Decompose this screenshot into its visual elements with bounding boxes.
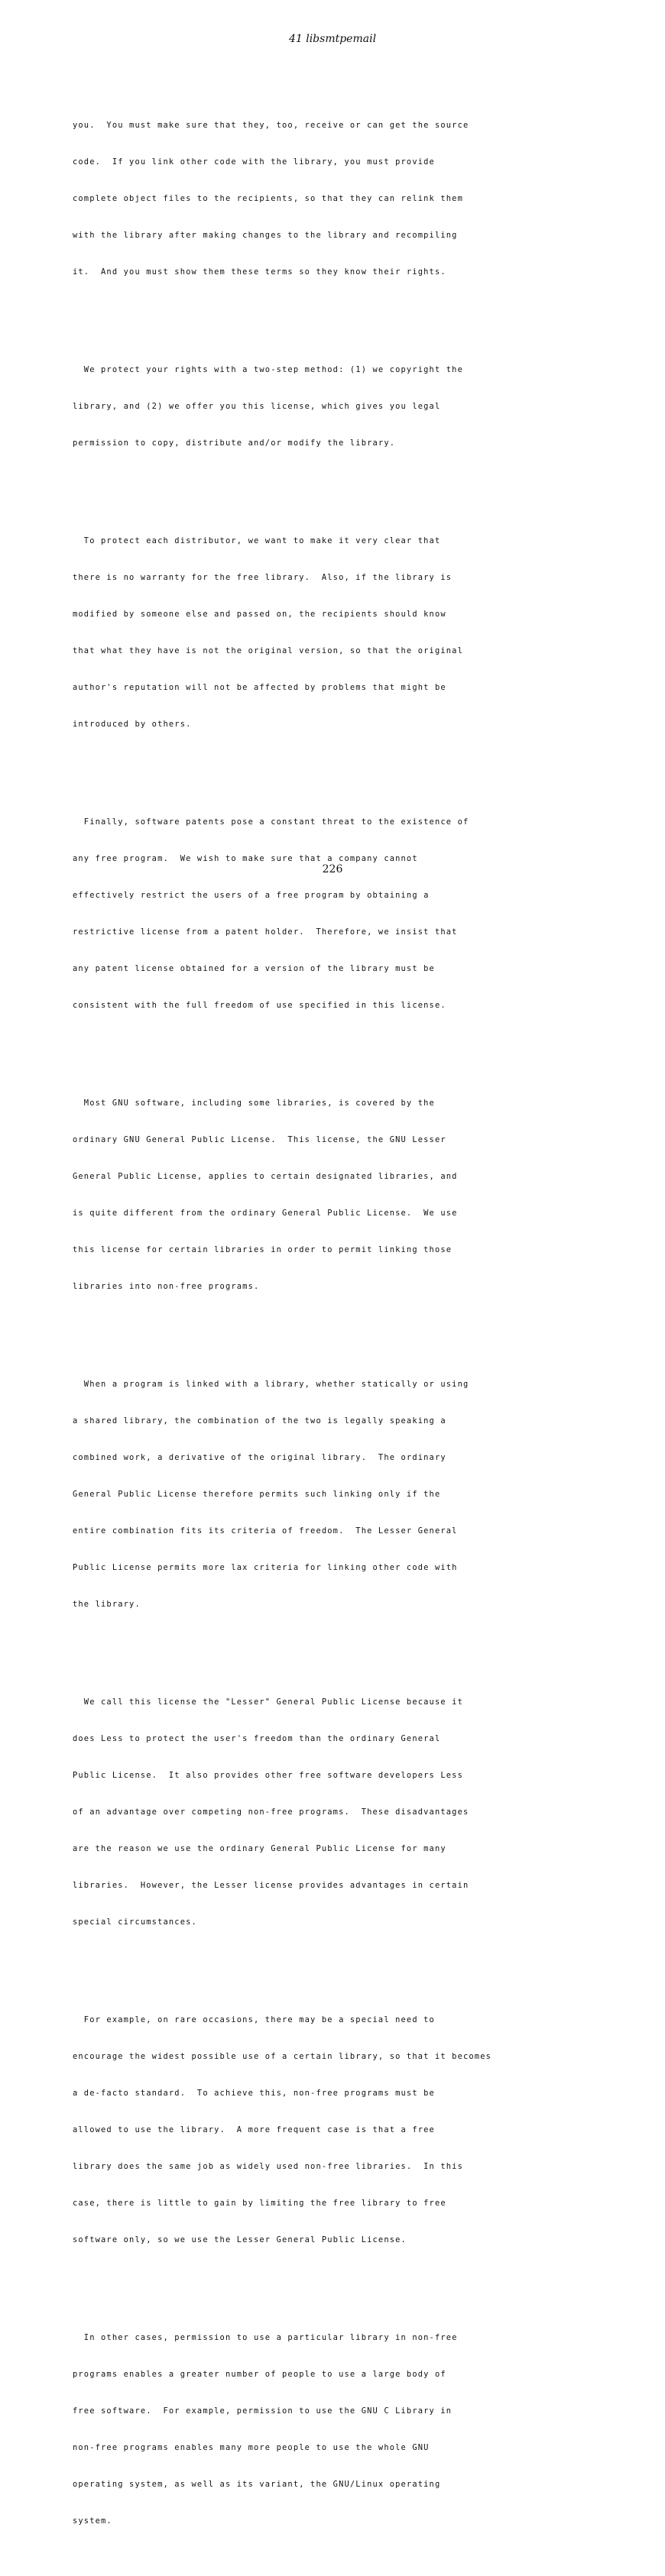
text-line: programs enables a greater number of people to use a large body of [73, 2370, 446, 2379]
paragraph [73, 339, 608, 474]
text-line: library, and (2) we offer you this license, which gives you legal [73, 402, 441, 411]
paragraph [73, 1671, 608, 1953]
text-line: entire combination fits its criteria of freedom. The Lesser General [73, 1526, 458, 1536]
text-line: operating system, as well as its variant, the GNU/Linux operating [73, 2480, 441, 2489]
text-line: system. [73, 2516, 112, 2526]
text-line: ordinary GNU General Public License. This license, the GNU Lesser [73, 1135, 446, 1144]
paragraph [73, 510, 608, 755]
text-line: of an advantage over competing non-free programs. These disadvantages [73, 1807, 469, 1817]
text-line: combined work, a derivative of the original library. The ordinary [73, 1453, 446, 1462]
text-line: effectively restrict the users of a free program by obtaining a [73, 891, 430, 900]
page-number: 226 [322, 863, 343, 875]
text-line: special circumstances. [73, 1917, 197, 1927]
text-line: author's reputation will not be affected by problems that might be [73, 683, 446, 692]
text-line: library does the same job as widely used non-free libraries. In this [73, 2162, 463, 2171]
text-line: case, there is little to gain by limiting the free library to free [73, 2199, 446, 2208]
text-line: Public License permits more lax criteria for linking other code with [73, 1563, 458, 1572]
text-line: non-free programs enables many more people to use the whole GNU [73, 2443, 430, 2452]
text-line: We protect your rights with a two-step method: (1) we copyright the [73, 365, 463, 374]
text-line: any free program. We wish to make sure that a company cannot [73, 854, 418, 863]
paragraph [73, 791, 608, 1036]
text-line: libraries into non-free programs. [73, 1282, 260, 1291]
text-line: restrictive license from a patent holder. Therefore, we insist that [73, 927, 458, 937]
text-line: complete object files to the recipients, so that they can relink them [73, 194, 463, 203]
text-line: is quite different from the ordinary General Public License. We use [73, 1209, 458, 1218]
text-line: introduced by others. [73, 720, 192, 729]
paragraph [73, 95, 608, 303]
text-line: allowed to use the library. A more frequent case is that a free [73, 2125, 435, 2134]
text-line: libraries. However, the Lesser license provides advantages in certain [73, 1881, 469, 1890]
text-line: software only, so we use the Lesser General Public License. [73, 2235, 407, 2244]
text-line: When a program is linked with a library, whether statically or using [73, 1380, 469, 1389]
text-line: We call this license the "Lesser" General Public License because it [73, 1697, 463, 1707]
text-line: Public License. It also provides other free software developers Less [73, 1771, 463, 1780]
text-line: this license for certain libraries in order to permit linking those [73, 1245, 453, 1254]
text-line: In other cases, permission to use a particular library in non-free [73, 2333, 458, 2342]
text-line: does Less to protect the user's freedom than the ordinary General [73, 1734, 441, 1743]
text-line: Most GNU software, including some libraries, is covered by the [73, 1099, 435, 1108]
text-line: free software. For example, permission to use the GNU C Library in [73, 2406, 453, 2416]
text-line: a de-facto standard. To achieve this, non-free programs must be [73, 2089, 435, 2098]
text-line: any patent license obtained for a version of the library must be [73, 964, 435, 973]
text-line: General Public License, applies to certain designated libraries, and [73, 1172, 458, 1181]
text-line: it. And you must show them these terms so they know their rights. [73, 267, 446, 277]
text-line: modified by someone else and passed on, the recipients should know [73, 610, 446, 619]
text-line: consistent with the full freedom of use specified in this license. [73, 1001, 446, 1010]
text-line: encourage the widest possible use of a certain library, so that it becomes [73, 2052, 492, 2061]
text-line: that what they have is not the original version, so that the original [73, 646, 463, 655]
text-line: there is no warranty for the free library. Also, if the library is [73, 573, 453, 582]
text-line: are the reason we use the ordinary General Public License for many [73, 1844, 446, 1853]
text-line: the library. [73, 1600, 141, 1609]
text-line: code. If you link other code with the library, you must provide [73, 157, 435, 167]
text-line: For example, on rare occasions, there may be a special need to [73, 2015, 435, 2024]
text-line: with the library after making changes to the library and recompiling [73, 231, 458, 240]
running-header: 41 libsmtpemail [288, 33, 377, 45]
paragraph [73, 1989, 608, 2270]
paragraph [73, 2307, 608, 2552]
text-line: Finally, software patents pose a constant threat to the existence of [73, 817, 469, 827]
text-line: a shared library, the combination of the two is legally speaking a [73, 1416, 446, 1426]
paragraph [73, 1073, 608, 1317]
paragraph [73, 1354, 608, 1635]
license-text [73, 70, 608, 2576]
text-line: General Public License therefore permits such linking only if the [73, 1490, 441, 1499]
text-line: permission to copy, distribute and/or modify the library. [73, 439, 396, 448]
text-line: you. You must make sure that they, too, receive or can get the source [73, 121, 469, 130]
text-line: To protect each distributor, we want to make it very clear that [73, 536, 441, 545]
